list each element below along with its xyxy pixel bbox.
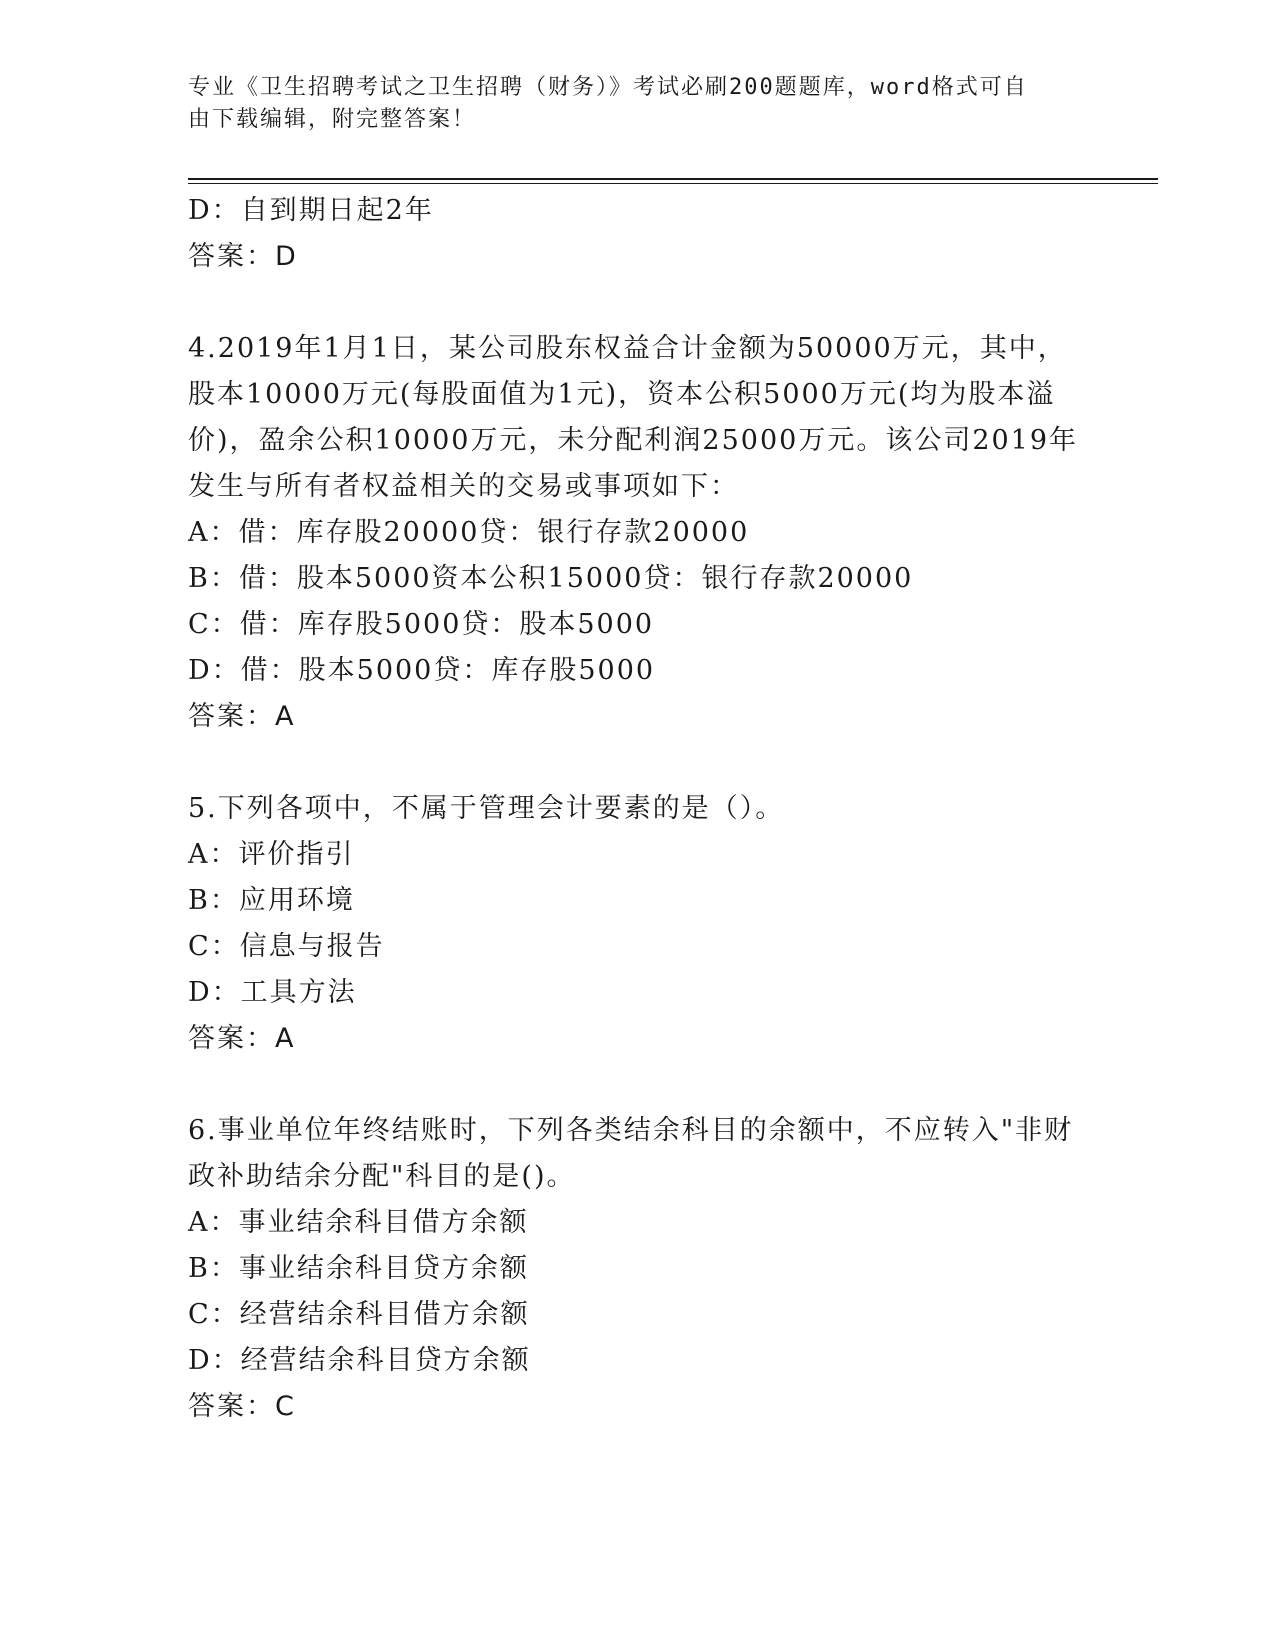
- question-4: [188, 326, 1079, 740]
- option-d: D：借：股本5000贷：库存股5000: [188, 655, 656, 686]
- question-stem-line: 4.2019年1月1日，某公司股东权益合计金额为50000万元，其中，: [188, 333, 1067, 364]
- question-stem-line: 发生与所有者权益相关的交易或事项如下：: [188, 471, 739, 502]
- answer-line: 答案：A: [188, 1023, 296, 1054]
- question-stem-line: 6.事业单位年终结账时，下列各类结余科目的余额中，不应转入"非财: [188, 1115, 1074, 1146]
- option-c: C：经营结余科目借方余额: [188, 1299, 530, 1330]
- header-line-1: 专业《卫生招聘考试之卫生招聘（财务）》考试必刷200题题库，word格式可自: [188, 75, 1028, 100]
- question-5: [188, 786, 1068, 1062]
- option-d: D：工具方法: [188, 977, 357, 1008]
- option-d: D：自到期日起2年: [188, 195, 434, 226]
- option-b: B：借：股本5000资本公积15000贷：银行存款20000: [188, 563, 914, 594]
- option-a: A：事业结余科目借方余额: [188, 1207, 529, 1238]
- spacer: [188, 1062, 1068, 1108]
- question-stem-line: 价)，盈余公积10000万元，未分配利润25000万元。该公司2019年: [188, 425, 1079, 456]
- option-a: A：借：库存股20000贷：银行存款20000: [188, 517, 750, 548]
- question-6: [188, 1108, 1074, 1430]
- question-content: [188, 188, 1079, 1430]
- header-line-2: 由下载编辑，附完整答案！: [188, 107, 477, 132]
- question-stem-line: 政补助结余分配"科目的是()。: [188, 1161, 576, 1192]
- answer-line: 答案：A: [188, 701, 296, 732]
- question-stem-line: 5.下列各项中，不属于管理会计要素的是（）。: [188, 793, 785, 824]
- answer-line: 答案：D: [188, 241, 298, 272]
- option-c: C：借：库存股5000贷：股本5000: [188, 609, 655, 640]
- option-d: D：经营结余科目贷方余额: [188, 1345, 531, 1376]
- option-a: A：评价指引: [188, 839, 355, 870]
- spacer: [188, 740, 1068, 786]
- option-c: C：信息与报告: [188, 931, 385, 962]
- header-divider-thick: [188, 178, 1158, 180]
- option-b: B：事业结余科目贷方余额: [188, 1253, 529, 1284]
- answer-line: 答案：C: [188, 1391, 296, 1422]
- spacer: [188, 280, 1068, 326]
- question-stem-line: 股本10000万元(每股面值为1元)，资本公积5000万元(均为股本溢: [188, 379, 1056, 410]
- previous-question-tail: [188, 188, 1068, 280]
- option-b: B：应用环境: [188, 885, 355, 916]
- header-divider-thin: [188, 183, 1158, 184]
- document-header: [188, 72, 1088, 136]
